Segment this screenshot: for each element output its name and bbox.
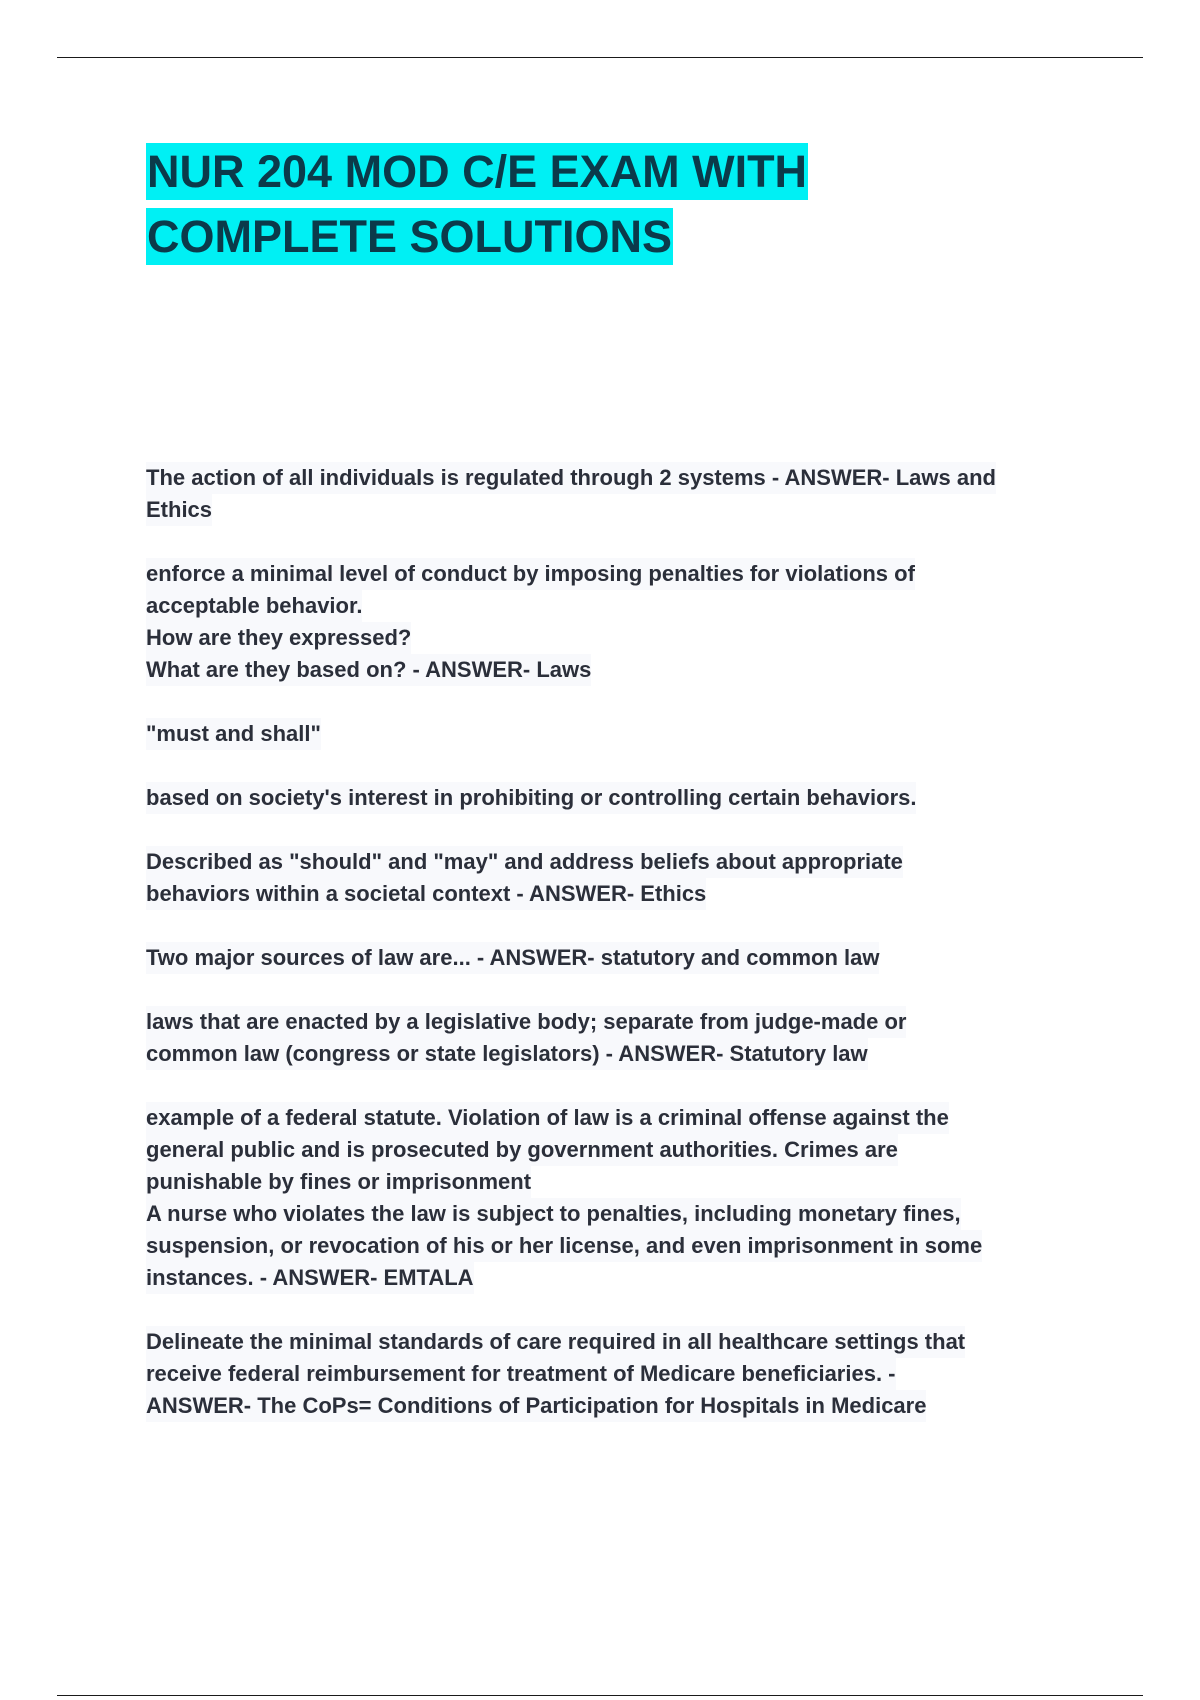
qa-entry xyxy=(146,1006,1086,1070)
entry-line: The action of all individuals is regulated through 2 systems - ANSWER- Laws and xyxy=(146,462,996,494)
qa-entry xyxy=(146,782,1086,814)
qa-entry xyxy=(146,846,1086,910)
entry-line: How are they expressed? xyxy=(146,622,411,654)
entry-line: A nurse who violates the law is subject to penalties, including monetary fines, xyxy=(146,1198,961,1230)
entry-line: general public and is prosecuted by government authorities. Crimes are xyxy=(146,1134,898,1166)
bottom-rule xyxy=(57,1695,1143,1696)
entry-line: example of a federal statute. Violation of law is a criminal offense against the xyxy=(146,1102,949,1134)
document-title xyxy=(146,143,1046,273)
question-answer-list xyxy=(146,462,1086,1454)
entry-line: What are they based on? - ANSWER- Laws xyxy=(146,654,591,686)
qa-entry xyxy=(146,718,1086,750)
entry-line: Described as "should" and "may" and address beliefs about appropriate xyxy=(146,846,903,878)
qa-entry xyxy=(146,1326,1086,1422)
entry-line: based on society's interest in prohibiting or controlling certain behaviors. xyxy=(146,782,916,814)
entry-line: suspension, or revocation of his or her license, and even imprisonment in some xyxy=(146,1230,982,1262)
entry-line: enforce a minimal level of conduct by imposing penalties for violations of xyxy=(146,558,915,590)
top-rule xyxy=(57,57,1143,58)
entry-line: "must and shall" xyxy=(146,718,321,750)
entry-line: receive federal reimbursement for treatment of Medicare beneficiaries. - xyxy=(146,1358,896,1390)
entry-line: behaviors within a societal context - ANSWER- Ethics xyxy=(146,878,706,910)
qa-entry xyxy=(146,462,1086,526)
entry-line: instances. - ANSWER- EMTALA xyxy=(146,1262,474,1294)
entry-line: Two major sources of law are... - ANSWER- statutory and common law xyxy=(146,942,879,974)
qa-entry xyxy=(146,942,1086,974)
entry-line: Delineate the minimal standards of care required in all healthcare settings that xyxy=(146,1326,965,1358)
title-line: COMPLETE SOLUTIONS xyxy=(146,208,673,265)
qa-entry xyxy=(146,558,1086,686)
entry-line: Ethics xyxy=(146,494,212,526)
entry-line: punishable by fines or imprisonment xyxy=(146,1166,531,1198)
entry-line: ANSWER- The CoPs= Conditions of Participation for Hospitals in Medicare xyxy=(146,1390,926,1422)
entry-line: laws that are enacted by a legislative body; separate from judge-made or xyxy=(146,1006,906,1038)
title-line: NUR 204 MOD C/E EXAM WITH xyxy=(146,143,808,200)
qa-entry xyxy=(146,1102,1086,1294)
entry-line: common law (congress or state legislators) - ANSWER- Statutory law xyxy=(146,1038,868,1070)
entry-line: acceptable behavior. xyxy=(146,590,362,622)
